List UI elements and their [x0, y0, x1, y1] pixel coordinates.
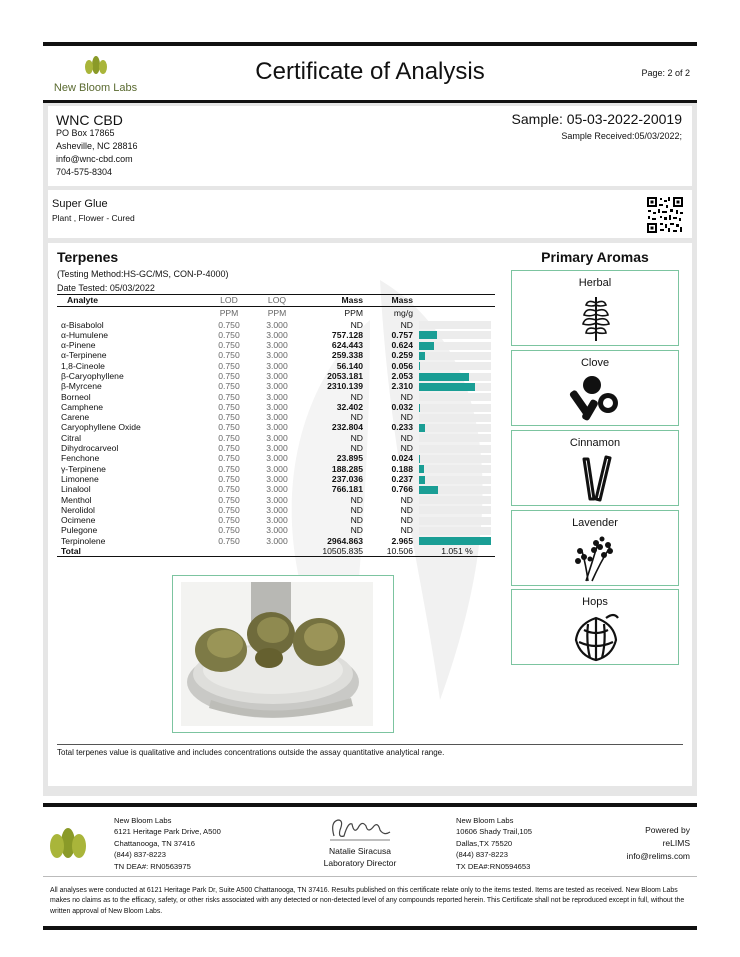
analyte-ppm: 56.140: [336, 360, 363, 371]
analyte-mg: ND: [400, 515, 413, 526]
table-row: [57, 381, 495, 391]
bar-fill: [419, 404, 420, 412]
analyte-lod: 0.750: [218, 443, 240, 454]
table-row: [57, 515, 495, 525]
note-divider: [57, 744, 683, 745]
analyte-mg: ND: [400, 412, 413, 423]
col-lod: LOD: [205, 295, 253, 307]
bar-fill: [419, 331, 437, 339]
analyte-loq: 3.000: [266, 484, 288, 495]
aroma-card-hops: [511, 589, 679, 665]
analyte-name: Dihydrocarveol: [61, 443, 119, 454]
analyte-name: α-Bisabolol: [61, 319, 104, 330]
bar-track: [419, 342, 491, 350]
analyte-mg: 0.233: [391, 422, 413, 433]
analyte-bar-cell: [413, 464, 495, 474]
bar-track: [419, 506, 491, 514]
analyte-mg: 0.757: [391, 329, 413, 340]
analyte-loq: 3.000: [266, 453, 288, 464]
bar-track: [419, 476, 491, 484]
herb-sprig-icon: [566, 293, 626, 343]
analyte-bar-cell: [413, 453, 495, 463]
analyte-name: 1,8-Cineole: [61, 360, 105, 371]
analyte-loq: 3.000: [266, 412, 288, 423]
analyte-loq: 3.000: [266, 473, 288, 484]
analyte-lod: 0.750: [218, 381, 240, 392]
unit-mass-ppm: PPM: [344, 308, 363, 319]
terpenes-table: [57, 294, 495, 557]
analyte-bar-cell: [413, 340, 495, 350]
analyte-bar-cell: [413, 412, 495, 422]
bar-fill: [419, 383, 475, 391]
analyte-mg: ND: [400, 391, 413, 402]
leaf-logo-icon: [83, 55, 109, 75]
col-analyte: Analyte: [57, 295, 205, 307]
analyte-ppm: 32.402: [336, 401, 363, 412]
analyte-lod: 0.750: [218, 515, 240, 526]
bar-track: [419, 445, 491, 453]
analyte-bar-cell: [413, 505, 495, 515]
analyte-mg: 0.237: [391, 473, 413, 484]
analyte-lod: 0.750: [218, 360, 240, 371]
analyte-name: Pulegone: [61, 525, 98, 536]
client-email: info@wnc-cbd.com: [56, 154, 133, 164]
sample-received: Sample Received:05/03/2022;: [561, 131, 682, 141]
analyte-bar-cell: [413, 433, 495, 443]
client-phone: 704-575-8304: [56, 167, 113, 177]
clove-icon: [566, 373, 626, 423]
aroma-card-clove: [511, 350, 679, 426]
bar-track: [419, 496, 491, 504]
analyte-name: β-Myrcene: [61, 381, 102, 392]
table-row: [57, 505, 495, 515]
analyte-bar-cell: [413, 330, 495, 340]
col-bar: [413, 295, 495, 307]
analyte-name: Limonene: [61, 473, 99, 484]
table-row: [57, 525, 495, 535]
analyte-bar-cell: [413, 443, 495, 453]
analyte-ppm: 624.443: [331, 340, 363, 351]
analyte-bar-cell: [413, 422, 495, 432]
testing-method: (Testing Method:HS-GC/MS, CON-P-4000): [57, 269, 229, 279]
footer-rule-mid: [43, 876, 697, 877]
analyte-ppm: 757.128: [331, 329, 363, 340]
bar-track: [419, 414, 491, 422]
analyte-lod: 0.750: [218, 535, 240, 546]
bar-track: [419, 486, 491, 494]
analyte-bar-cell: [413, 371, 495, 381]
analyte-loq: 3.000: [266, 535, 288, 546]
analyte-bar-cell: [413, 525, 495, 535]
table-row: [57, 412, 495, 422]
table-row: [57, 474, 495, 484]
client-address-line: PO Box 17865: [56, 128, 115, 138]
analyte-bar-cell: [413, 495, 495, 505]
total-mg: 10.506: [363, 546, 413, 557]
bar-track: [419, 331, 491, 339]
terpenes-title: Terpenes: [57, 249, 119, 265]
analyte-mg: ND: [400, 494, 413, 505]
signer-name: Natalie Siracusa: [329, 846, 391, 856]
analyte-lod: 0.750: [218, 370, 240, 381]
analyte-mg: ND: [400, 443, 413, 454]
analyte-name: Linalool: [61, 484, 91, 495]
analyte-mg: 2.310: [391, 381, 413, 392]
relims-email-link[interactable]: info@relims.com: [626, 851, 690, 861]
terpenes-note: Total terpenes value is qualitative and includes concentrations outside the assay quantitative analytical range.: [57, 748, 445, 757]
analyte-ppm: 2964.863: [327, 535, 363, 546]
bar-fill: [419, 424, 425, 432]
table-row: [57, 464, 495, 474]
analyte-mg: 0.259: [391, 350, 413, 361]
date-tested: Date Tested: 05/03/2022: [57, 283, 155, 293]
sample-id: Sample: 05-03-2022-20019: [511, 111, 682, 127]
table-row: [57, 330, 495, 340]
analyte-lod: 0.750: [218, 422, 240, 433]
bar-track: [419, 465, 491, 473]
bar-track: [419, 527, 491, 535]
table-row: [57, 536, 495, 546]
analyte-loq: 3.000: [266, 401, 288, 412]
lab-address-left: New Bloom Labs 6121 Heritage Park Drive, A500 Chattanooga, TN 37416 (844) 837-8223 TN DEA#: RN0563975: [114, 816, 221, 871]
analyte-mg: 2.965: [391, 535, 413, 546]
analyte-ppm: ND: [350, 391, 363, 402]
analyte-loq: 3.000: [266, 329, 288, 340]
analyte-name: β-Caryophyllene: [61, 370, 124, 381]
analyte-ppm: ND: [350, 494, 363, 505]
aroma-label: Hops: [582, 596, 608, 608]
analyte-lod: 0.750: [218, 319, 240, 330]
bar-track: [419, 517, 491, 525]
analyte-bar-cell: [413, 392, 495, 402]
analyte-bar-cell: [413, 361, 495, 371]
analyte-lod: 0.750: [218, 350, 240, 361]
table-row: [57, 392, 495, 402]
qr-code-icon[interactable]: [646, 196, 684, 234]
aroma-card-lavender: [511, 510, 679, 586]
analyte-ppm: ND: [350, 525, 363, 536]
terpenes-table-body: [57, 320, 495, 547]
bar-track: [419, 383, 491, 391]
analyte-loq: 3.000: [266, 463, 288, 474]
analyte-lod: 0.750: [218, 329, 240, 340]
analyte-ppm: 766.181: [331, 484, 363, 495]
analyte-ppm: ND: [350, 412, 363, 423]
total-row: [57, 546, 495, 557]
lavender-icon: [566, 533, 626, 583]
analyte-bar-cell: [413, 402, 495, 412]
total-label: Total: [57, 546, 205, 557]
analyte-loq: 3.000: [266, 525, 288, 536]
analyte-lod: 0.750: [218, 525, 240, 536]
col-mass-ppm: Mass: [301, 295, 363, 307]
table-row: [57, 320, 495, 330]
page-number: Page: 2 of 2: [641, 68, 690, 78]
analyte-ppm: ND: [350, 432, 363, 443]
bar-fill: [419, 465, 424, 473]
bar-fill: [419, 362, 420, 370]
bar-fill: [419, 373, 469, 381]
analyte-mg: 0.624: [391, 340, 413, 351]
analyte-ppm: 2053.181: [327, 370, 363, 381]
table-row: [57, 350, 495, 360]
signer-title: Laboratory Director: [323, 858, 397, 868]
sample-photo: [181, 582, 373, 726]
analyte-lod: 0.750: [218, 432, 240, 443]
analyte-loq: 3.000: [266, 381, 288, 392]
analyte-name: Camphene: [61, 401, 104, 412]
bar-fill: [419, 537, 491, 545]
analyte-mg: 0.056: [391, 360, 413, 371]
product-box: [48, 190, 692, 238]
analyte-ppm: 259.338: [331, 350, 363, 361]
powered-by: Powered by reLIMS info@relims.com: [626, 825, 690, 861]
bar-fill: [419, 352, 425, 360]
bar-fill: [419, 455, 420, 463]
analyte-name: Borneol: [61, 391, 91, 402]
col-mass-mg: Mass: [363, 295, 413, 307]
analyte-lod: 0.750: [218, 463, 240, 474]
bar-track: [419, 352, 491, 360]
bar-track: [419, 424, 491, 432]
analyte-bar-cell: [413, 474, 495, 484]
table-row: [57, 340, 495, 350]
analyte-name: Fenchone: [61, 453, 100, 464]
analyte-bar-cell: [413, 515, 495, 525]
analyte-loq: 3.000: [266, 494, 288, 505]
primary-aromas-title: Primary Aromas: [541, 249, 649, 265]
analyte-name: α-Terpinene: [61, 350, 107, 361]
disclaimer: All analyses were conducted at 6121 Heritage Park Dr, Suite A500 Chattanooga, TN 37416. Results published on this certificate relate only to the items tested. Items are tested as received. New Bloom Labs makes no claims as to the efficacy, safety, or other risks associated with any detected or non-detected level of any compounds reported herein. This Certificate shall not be reproduced except in full, without the written approval of New Bloom Labs.: [50, 887, 685, 915]
table-row: [57, 361, 495, 371]
table-row: [57, 433, 495, 443]
analyte-ppm: ND: [350, 515, 363, 526]
analyte-loq: 3.000: [266, 350, 288, 361]
analyte-bar-cell: [413, 320, 495, 330]
analyte-lod: 0.750: [218, 494, 240, 505]
analyte-loq: 3.000: [266, 340, 288, 351]
hops-cone-icon: [566, 612, 626, 662]
footer-rule-top: [43, 803, 697, 807]
analyte-name: Nerolidol: [61, 504, 95, 515]
analyte-name: γ-Terpinene: [61, 463, 106, 474]
aroma-card-herbal: [511, 270, 679, 346]
table-row: [57, 453, 495, 463]
analyte-mg: 0.766: [391, 484, 413, 495]
bar-fill: [419, 486, 438, 494]
table-row: [57, 402, 495, 412]
aroma-card-cinnamon: [511, 430, 679, 506]
analyte-bar-cell: [413, 536, 495, 546]
analyte-mg: 0.024: [391, 453, 413, 464]
bar-track: [419, 321, 491, 329]
bar-track: [419, 455, 491, 463]
analyte-lod: 0.750: [218, 391, 240, 402]
analyte-lod: 0.750: [218, 473, 240, 484]
aroma-label: Clove: [580, 357, 610, 369]
bar-track: [419, 434, 491, 442]
analyte-name: Citral: [61, 432, 82, 443]
bar-track: [419, 362, 491, 370]
unit-mass-mg: mg/g: [393, 308, 413, 319]
signer: [300, 845, 420, 869]
product-type: Plant , Flower - Cured: [52, 213, 135, 223]
unit-lod: PPM: [219, 308, 239, 319]
table-row: [57, 443, 495, 453]
analyte-mg: 0.188: [391, 463, 413, 474]
lab-address-right: New Bloom Labs 10606 Shady Trail,105 Dallas,TX 75520 (844) 837-8223 TX DEA#:RN0594653: [456, 816, 532, 871]
analyte-mg: ND: [400, 319, 413, 330]
analyte-name: Menthol: [61, 494, 92, 505]
analyte-loq: 3.000: [266, 391, 288, 402]
footer-leaf-logo-icon: [48, 826, 88, 860]
analyte-ppm: 188.285: [331, 463, 363, 474]
analyte-ppm: 232.804: [331, 422, 363, 433]
analyte-ppm: 23.895: [336, 453, 363, 464]
bar-track: [419, 537, 491, 545]
aroma-label: Cinnamon: [569, 437, 621, 449]
bar-track: [419, 373, 491, 381]
client-name: WNC CBD: [56, 112, 123, 128]
analyte-bar-cell: [413, 484, 495, 494]
unit-loq: PPM: [267, 308, 287, 319]
analyte-name: α-Humulene: [61, 329, 109, 340]
analyte-lod: 0.750: [218, 412, 240, 423]
bar-fill: [419, 476, 425, 484]
col-loq: LOQ: [253, 295, 301, 307]
analyte-loq: 3.000: [266, 515, 288, 526]
bar-track: [419, 393, 491, 401]
analyte-loq: 3.000: [266, 360, 288, 371]
analyte-name: Ocimene: [61, 515, 96, 526]
footer-rule-bottom: [43, 926, 697, 930]
client-address-line: Asheville, NC 28816: [56, 141, 138, 151]
analyte-lod: 0.750: [218, 340, 240, 351]
analyte-loq: 3.000: [266, 370, 288, 381]
signature: [328, 816, 392, 844]
analyte-lod: 0.750: [218, 504, 240, 515]
analyte-mg: 2.053: [391, 370, 413, 381]
analyte-bar-cell: [413, 381, 495, 391]
lab-logo: [48, 55, 143, 94]
page-title: Certificate of Analysis: [255, 58, 485, 85]
analyte-ppm: ND: [350, 504, 363, 515]
analyte-loq: 3.000: [266, 443, 288, 454]
lab-logo-text: New Bloom Labs: [53, 82, 138, 94]
analyte-mg: ND: [400, 525, 413, 536]
analyte-loq: 3.000: [266, 422, 288, 433]
analyte-loq: 3.000: [266, 432, 288, 443]
analyte-mg: 0.032: [391, 401, 413, 412]
analyte-ppm: ND: [350, 443, 363, 454]
cinnamon-stick-icon: [566, 453, 626, 503]
aroma-label: Herbal: [578, 277, 612, 289]
bar-track: [419, 404, 491, 412]
table-row: [57, 371, 495, 381]
analyte-lod: 0.750: [218, 453, 240, 464]
analyte-mg: ND: [400, 504, 413, 515]
analyte-name: Carene: [61, 412, 90, 423]
top-rule: [43, 42, 697, 46]
analyte-lod: 0.750: [218, 484, 240, 495]
analyte-ppm: 237.036: [331, 473, 363, 484]
analyte-mg: ND: [400, 432, 413, 443]
total-ppm: 10505.835: [301, 546, 363, 557]
analyte-lod: 0.750: [218, 401, 240, 412]
analyte-ppm: ND: [350, 319, 363, 330]
analyte-name: Caryophyllene Oxide: [61, 422, 141, 433]
analyte-bar-cell: [413, 350, 495, 360]
analyte-loq: 3.000: [266, 319, 288, 330]
table-row: [57, 422, 495, 432]
table-row: [57, 484, 495, 494]
product-name: Super Glue: [52, 198, 108, 210]
analyte-name: Terpinolene: [61, 535, 106, 546]
analyte-loq: 3.000: [266, 504, 288, 515]
aroma-label: Lavender: [572, 517, 618, 529]
total-percent: 1.051 %: [413, 546, 495, 557]
analyte-ppm: 2310.139: [327, 381, 363, 392]
bar-fill: [419, 342, 434, 350]
analyte-name: α-Pinene: [61, 340, 96, 351]
table-row: [57, 495, 495, 505]
